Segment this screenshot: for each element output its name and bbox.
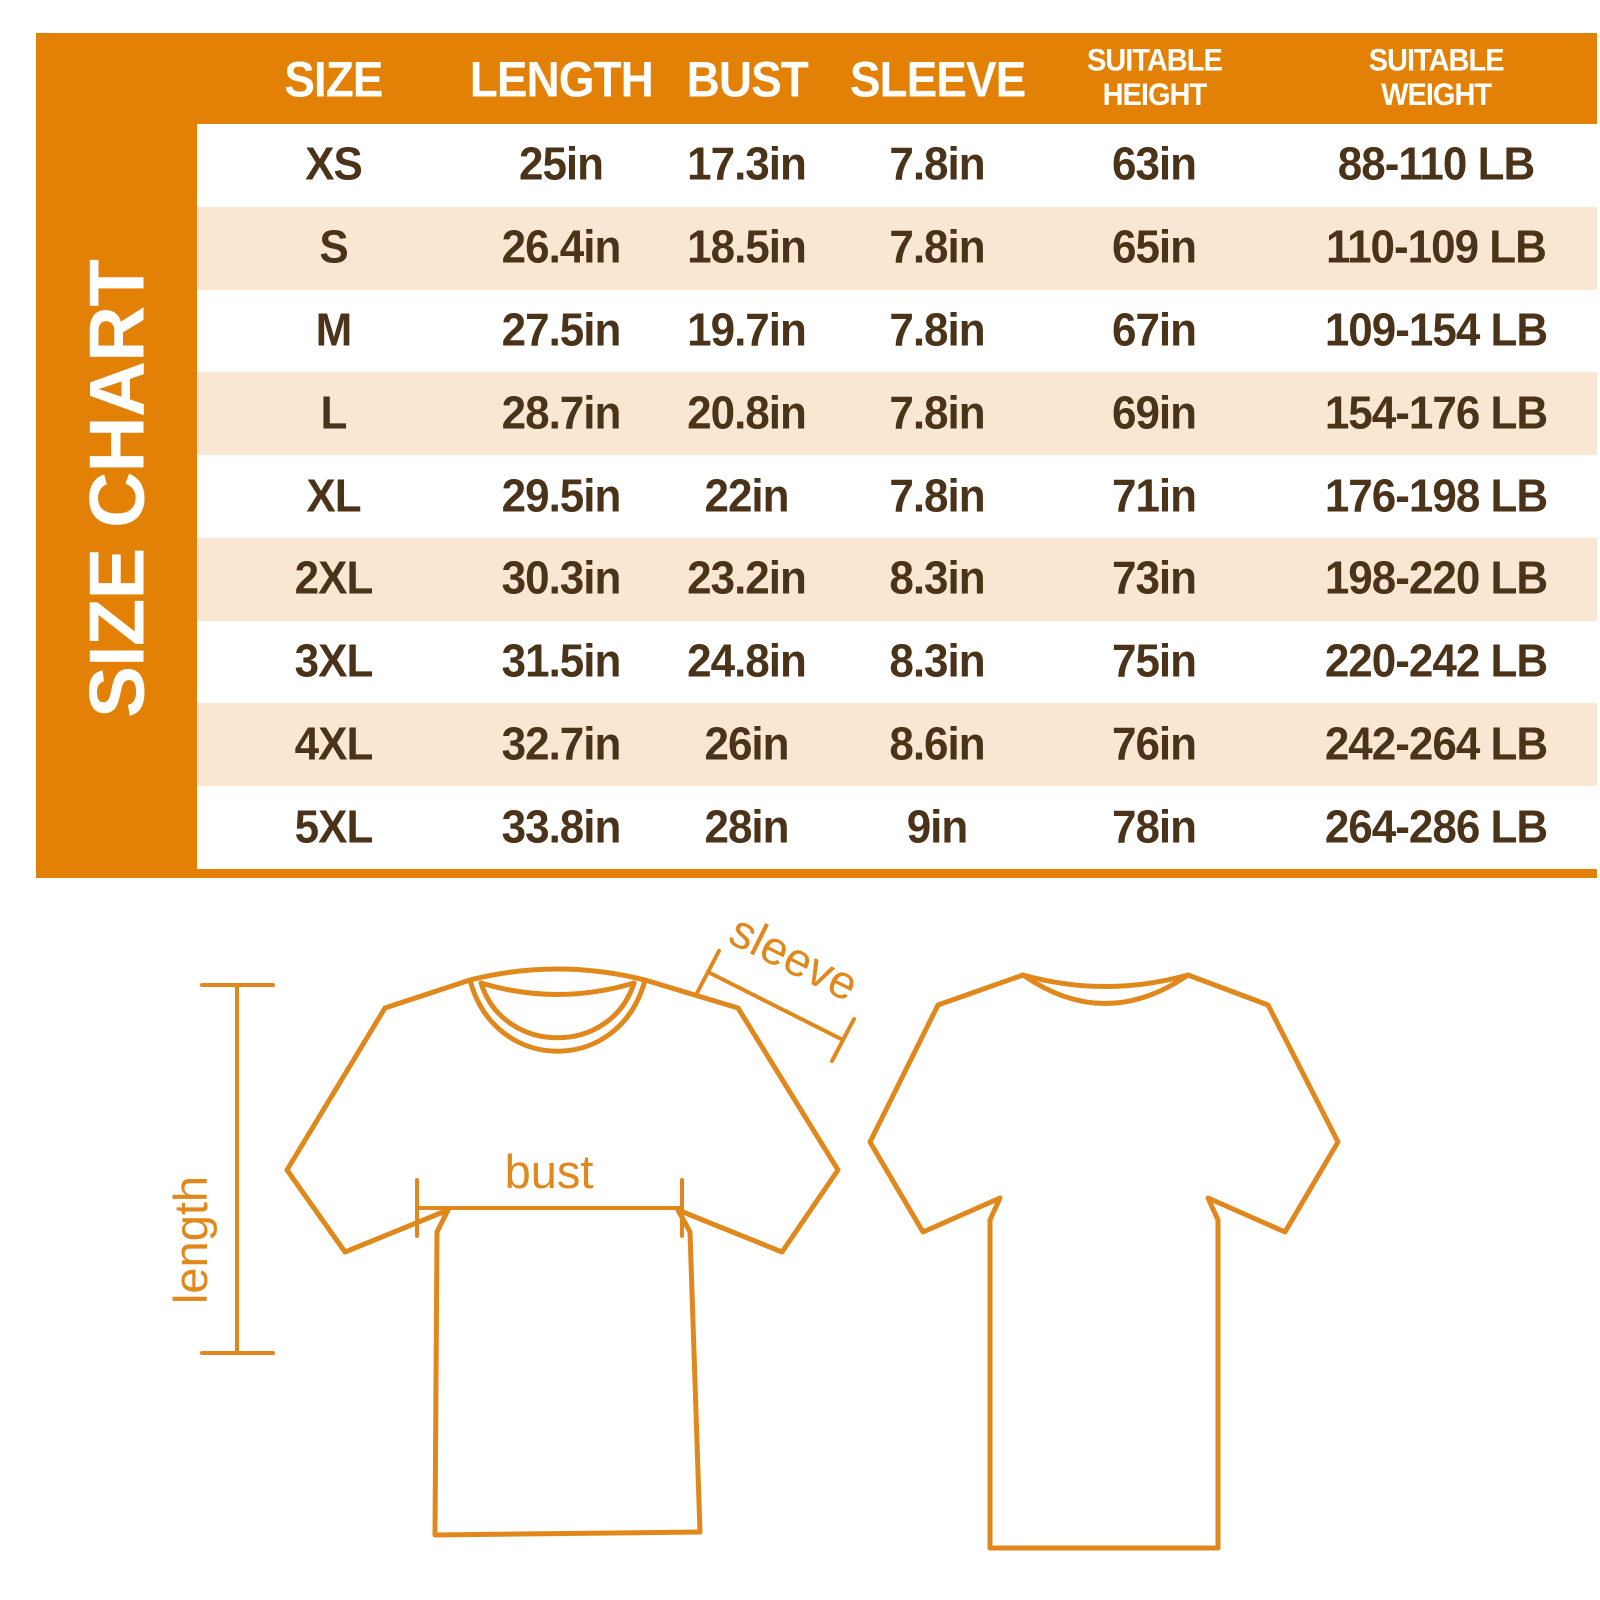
suitable-height-cell: 78in	[1111, 801, 1197, 853]
suitable-weight-cell: 88-110 LB	[1337, 139, 1535, 191]
bust-cell: 20.8in	[687, 387, 806, 439]
length-cell: 26.4in	[501, 221, 621, 274]
sleeve-label: sleeve	[721, 903, 867, 1012]
suitable-height-cell: 71in	[1111, 470, 1197, 522]
size-cell: 2XL	[294, 553, 373, 605]
suitable-height-cell: 65in	[1111, 221, 1197, 274]
length-cell: 32.7in	[501, 718, 621, 771]
table-row-l	[197, 372, 1597, 455]
column-header-label: LENGTH	[469, 50, 653, 107]
suitable-height-cell: 76in	[1111, 718, 1197, 771]
suitable-height-cell: 75in	[1111, 635, 1197, 688]
column-header-label: WEIGHT	[1381, 77, 1492, 112]
suitable-weight-cell: 220-242 LB	[1324, 635, 1548, 688]
bust-label: bust	[504, 1145, 594, 1198]
table-row-4xl	[197, 703, 1597, 786]
bust-cell: 26in	[704, 718, 789, 771]
suitable-weight-cell: 154-176 LB	[1324, 387, 1548, 439]
column-header-suitable-height	[1034, 44, 1276, 113]
length-label: length	[164, 1175, 217, 1305]
suitable-weight-cell: 176-198 LB	[1324, 470, 1548, 522]
size-cell: 4XL	[294, 718, 373, 771]
bust-cell: 24.8in	[687, 635, 806, 688]
column-header-suitable-weight	[1275, 44, 1597, 113]
column-header-label: BUST	[686, 50, 808, 107]
length-cell: 30.3in	[501, 553, 621, 605]
sleeve-cell: 7.8in	[889, 470, 985, 522]
length-cell: 25in	[518, 139, 604, 191]
suitable-height-cell: 63in	[1111, 139, 1197, 191]
column-header-label: SLEEVE	[849, 50, 1026, 107]
size-cell: 3XL	[294, 635, 373, 688]
column-header-label: SUITABLE	[1368, 42, 1504, 78]
table-row-3xl	[197, 621, 1597, 704]
size-chart-panel	[36, 33, 1597, 878]
column-header-length	[469, 50, 653, 107]
bust-cell: 17.3in	[687, 139, 806, 191]
table-row-m	[197, 290, 1597, 373]
table-header-row	[36, 33, 1597, 124]
tshirt-front-outline	[287, 969, 838, 1535]
page-title: SIZE CHART	[72, 260, 160, 719]
sleeve-cell: 7.8in	[889, 139, 985, 191]
sleeve-cell: 8.3in	[889, 553, 985, 605]
table-row-5xl	[197, 786, 1597, 869]
suitable-height-cell: 69in	[1111, 387, 1197, 439]
column-header-label: SUITABLE	[1086, 42, 1222, 78]
collar-outer-arc	[470, 980, 645, 1051]
suitable-height-cell: 73in	[1111, 553, 1197, 605]
length-cell: 27.5in	[501, 304, 621, 357]
panel-bottom-border	[36, 869, 1597, 878]
column-header-sleeve	[842, 50, 1034, 107]
bust-cell: 19.7in	[687, 304, 806, 357]
back-collar-top	[1023, 975, 1188, 987]
column-header-size	[197, 50, 470, 107]
tshirt-measurement-diagram	[0, 880, 1600, 1600]
size-cell: 5XL	[294, 801, 373, 853]
table-body	[197, 124, 1597, 869]
sidebar	[36, 124, 197, 869]
table-row-s	[197, 207, 1597, 290]
size-cell: XS	[305, 139, 362, 191]
size-cell: XL	[306, 470, 361, 522]
table-row-xs	[197, 124, 1597, 207]
sleeve-cell: 8.3in	[889, 635, 985, 688]
sleeve-cell: 7.8in	[889, 387, 985, 439]
tshirt-back-outline	[870, 975, 1338, 1548]
collar-top-edge	[470, 969, 645, 980]
suitable-weight-cell: 242-264 LB	[1324, 718, 1548, 771]
suitable-weight-cell: 264-286 LB	[1324, 801, 1548, 853]
suitable-height-cell: 67in	[1111, 304, 1197, 357]
length-cell: 29.5in	[501, 470, 621, 522]
sleeve-cell: 8.6in	[889, 718, 985, 771]
suitable-weight-cell: 110-109 LB	[1326, 221, 1546, 274]
bust-cell: 23.2in	[687, 553, 806, 605]
collar-back-seam	[481, 983, 634, 995]
suitable-weight-cell: 109-154 LB	[1324, 304, 1548, 357]
size-cell: S	[319, 221, 348, 274]
column-header-bust	[653, 50, 842, 107]
size-cell: M	[315, 304, 352, 357]
bust-cell: 22in	[704, 470, 789, 522]
sleeve-cell: 9in	[906, 801, 968, 853]
length-cell: 31.5in	[501, 635, 621, 688]
table-row-xl	[197, 455, 1597, 538]
bust-cell: 18.5in	[687, 221, 806, 274]
bust-cell: 28in	[704, 801, 789, 853]
sleeve-cell: 7.8in	[889, 304, 985, 357]
table-row-2xl	[197, 538, 1597, 621]
length-cell: 28.7in	[501, 387, 621, 439]
column-header-label: HEIGHT	[1102, 77, 1207, 112]
suitable-weight-cell: 198-220 LB	[1324, 553, 1548, 605]
sleeve-cell: 7.8in	[889, 221, 985, 274]
size-cell: L	[320, 387, 347, 439]
column-header-label: SIZE	[284, 50, 383, 107]
length-cell: 33.8in	[501, 801, 621, 853]
